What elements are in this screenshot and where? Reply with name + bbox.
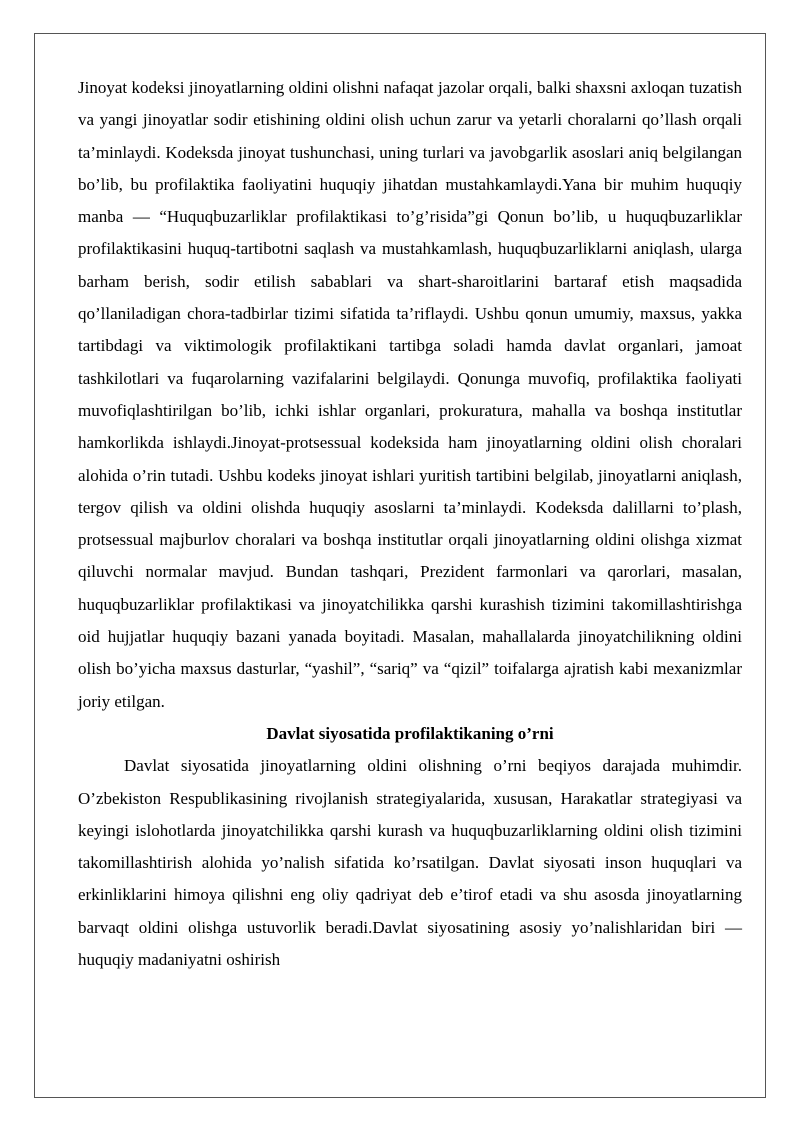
body-paragraph-2: Davlat siyosatida jinoyatlarning oldini olishning o’rni beqiyos darajada muhimdir. O’zbekiston Respublikasining rivojlanish strategiyalarida, xususan, Harakatlar strategiyasi va keyingi islohotlarda jinoyatchilikka qarshi kurash va huquqbuzarliklarning oldini olish tizimini takomillashtirish alohida yo’nalish sifatida ko’rsatilgan. Davlat siyosati inson huquqlari va erkinliklarini himoya qilishni eng oliy qadriyat deb e’tirof etadi va shu asosda jinoyatlarning barvaqt oldini olishga ustuvorlik beradi.Davlat siyosatining asosiy yo’nalishlaridan biri — huquqiy madaniyatni oshirish (78, 756, 742, 970)
document-body (78, 72, 742, 976)
section-heading: Davlat siyosatida profilaktikaning o’rni (266, 723, 554, 743)
body-paragraph-1: Jinoyat kodeksi jinoyatlarning oldini olishni nafaqat jazolar orqali, balki shaxsni axloqan tuzatish va yangi jinoyatlar sodir etishining oldini olish uchun zarur va yetarli choralarni qo’llash orqali ta’minlaydi. Kodeksda jinoyat tushunchasi, uning turlari va javobgarlik asoslari aniq belgilangan bo’lib, bu profilaktika faoliyatini huquqiy jihatdan mustahkamlaydi.Yana bir muhim huquqiy manba — “Huquqbuzarliklar profilaktikasi to’g’risida”gi Qonun bo’lib, u huquqbuzarliklar profilaktikasini huquq-tartibotni saqlash va mustahkamlash, huquqbuzarliklarni aniqlash, ularga barham berish, sodir etilish sabablari va shart-sharoitlarini bartaraf etish maqsadida qo’llaniladigan chora-tadbirlar tizimi sifatida ta’riflaydi. Ushbu qonun umumiy, maxsus, yakka tartibdagi va viktimologik profilaktikani tartibga soladi hamda davlat organlari, jamoat tashkilotlari va fuqarolarning vazifalarini belgilaydi. Qonunga muvofiq, profilaktika faoliyati muvofiqlashtirilgan bo’lib, ichki ishlar organlari, prokuratura, mahalla va boshqa institutlar hamkorlikda ishlaydi.Jinoyat-protsessual kodeksida ham jinoyatlarning oldini olish choralari alohida o’rin tutadi. Ushbu kodeks jinoyat ishlari yuritish tartibini belgilab, jinoyatlarni aniqlash, tergov qilish va oldini olishda huquqiy asoslarni ta’minlaydi. Kodeksda dalillarni to’plash, protsessual majburlov choralari va boshqa institutlar orqali jinoyatlarning oldini olishga xizmat qiluvchi normalar mavjud. Bundan tashqari, Prezident farmonlari va qarorlari, masalan, huquqbuzarliklar profilaktikasi va jinoyatchilikka qarshi kurashish tizimini takomillashtirishga oid hujjatlar huquqiy bazani yanada boyitadi. Masalan, mahallalarda jinoyatchilikning oldini olish bo’yicha maxsus dasturlar, “yashil”, “sariq” va “qizil” toifalarga ajratish kabi mexanizmlar joriy etilgan. (78, 78, 742, 711)
